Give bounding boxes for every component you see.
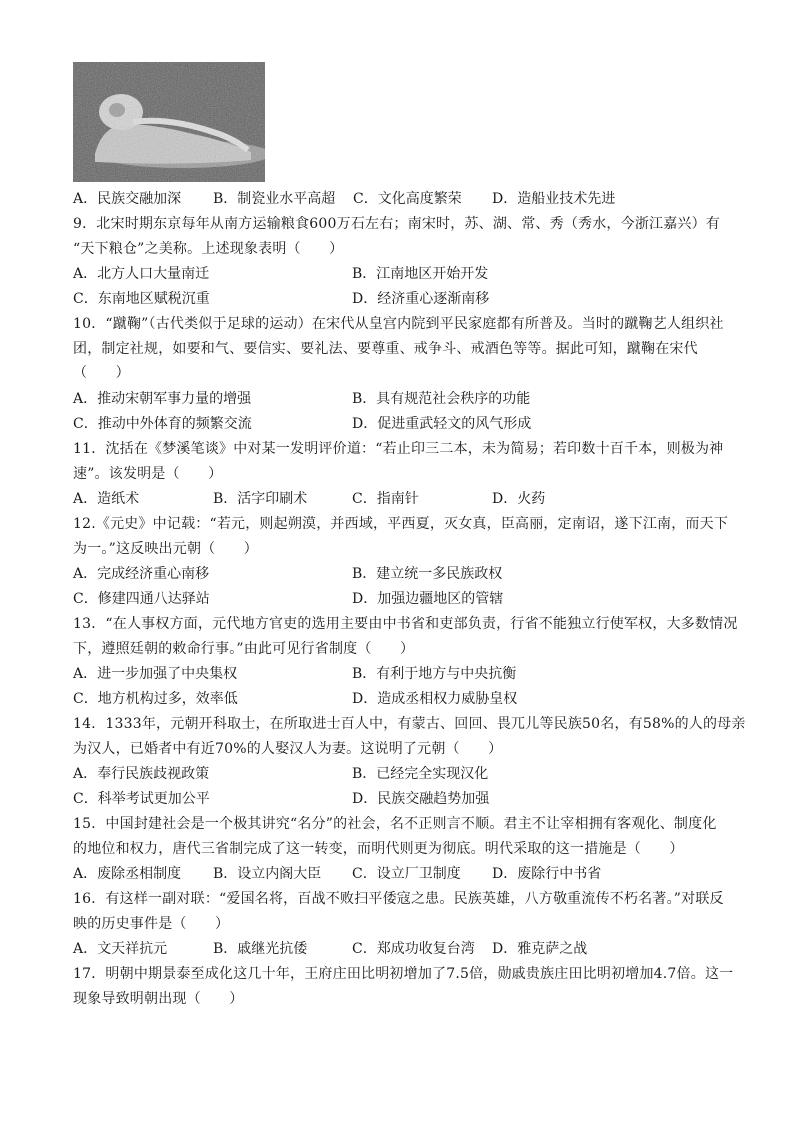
q9-stem-line-2: “天下粮仓”之美称。上述现象表明（ ） bbox=[73, 241, 344, 257]
q16-option-d: D．雅克萨之战 bbox=[492, 941, 588, 957]
q8-option-d: D．造船业技术先进 bbox=[492, 191, 616, 207]
q14-stem-line-2: 为汉人，已婚者中有近70%的人娶汉人为妻。这说明了元朝（ ） bbox=[73, 741, 503, 757]
q9-stem-line-1: 9．北宋时期东京每年从南方运输粮食600万石左右；南宋时，苏、湖、常、秀（秀水，今浙江嘉兴）有 bbox=[73, 216, 721, 232]
q15-option-d: D．废除行中书省 bbox=[492, 866, 602, 882]
q8-option-c: C．文化高度繁荣 bbox=[353, 191, 462, 207]
q10-option-d: D．促进重武轻文的风气形成 bbox=[352, 416, 532, 432]
q16-option-c: C．郑成功收复台湾 bbox=[352, 941, 475, 957]
q9-option-c: C．东南地区赋税沉重 bbox=[73, 291, 210, 307]
q12-stem-line-2: 为一。”这反映出元朝（ ） bbox=[73, 541, 258, 557]
q14-option-a: A．奉行民族歧视政策 bbox=[73, 766, 210, 782]
q13-option-c: C．地方机构过多，效率低 bbox=[73, 691, 238, 707]
q11-option-a: A．造纸术 bbox=[73, 491, 140, 507]
q10-stem-line-1: 10．“蹴鞠”（古代类似于足球的运动）在宋代从皇宫内院到平民家庭都有所普及。当时的蹴鞠艺人组织社 bbox=[73, 316, 724, 332]
q8-option-a: A．民族交融加深 bbox=[73, 191, 182, 207]
q15-option-b: B．设立内阁大臣 bbox=[213, 866, 322, 882]
q16-option-a: A．文天祥抗元 bbox=[73, 941, 168, 957]
q11-option-b: B．活字印刷术 bbox=[213, 491, 308, 507]
q13-stem-line-2: 下，遵照廷朝的敕命行事。”由此可见行省制度（ ） bbox=[73, 641, 415, 657]
q14-option-c: C．科举考试更加公平 bbox=[73, 791, 210, 807]
q10-stem-line-2: 团，制定社规，如要和气、要信实、要礼法、要尊重、戒争斗、戒酒色等等。据此可知，蹴鞠在宋代 bbox=[73, 341, 698, 357]
q9-option-b: B．江南地区开始开发 bbox=[352, 266, 489, 282]
q14-option-b: B．已经完全实现汉化 bbox=[352, 766, 489, 782]
q16-option-b: B．戚继光抗倭 bbox=[213, 941, 308, 957]
q11-option-c: C．指南针 bbox=[352, 491, 419, 507]
q12-option-c: C．修建四通八达驿站 bbox=[73, 591, 210, 607]
q12-option-b: B．建立统一多民族政权 bbox=[352, 566, 503, 582]
q10-option-c: C．推动中外体育的频繁交流 bbox=[73, 416, 252, 432]
porcelain-pillow-image bbox=[73, 62, 265, 182]
q13-stem-line-1: 13．“在人事权方面，元代地方官吏的选用主要由中书省和吏部负责，行省不能独立行使军权，大多数情况 bbox=[73, 616, 738, 632]
q10-option-b: B．具有规范社会秩序的功能 bbox=[352, 391, 531, 407]
q15-stem-line-2: 的地位和权力，唐代三省制完成了这一转变，而明代则更为彻底。明代采取的这一措施是（ ） bbox=[73, 841, 684, 857]
q15-stem-line-1: 15．中国封建社会是一个极其讲究“名分”的社会，名不正则言不顺。君主不让宰相拥有客观化、制度化 bbox=[73, 816, 717, 832]
q10-stem-line-3: （ ） bbox=[73, 365, 130, 381]
q13-option-b: B．有利于地方与中央抗衡 bbox=[352, 666, 517, 682]
q16-stem-line-1: 16．有这样一副对联：“爱国名将，百战不败扫平倭寇之患。民族英雄，八方敬重流传不朽名著。”对联反 bbox=[73, 891, 724, 907]
q10-option-a: A．推动宋朝军事力量的增强 bbox=[73, 391, 252, 407]
q17-stem-line-2: 现象导致明朝出现（ ） bbox=[73, 991, 244, 1007]
q12-option-d: D．加强边疆地区的管辖 bbox=[352, 591, 504, 607]
q14-stem-line-1: 14．1333年，元朝开科取士，在所取进士百人中，有蒙古、回回、畏兀儿等民族50名，有58%的人的母亲 bbox=[73, 716, 746, 732]
q8-option-b: B．制瓷业水平高超 bbox=[213, 191, 336, 207]
q15-option-c: C．设立厂卫制度 bbox=[352, 866, 461, 882]
q11-stem-line-1: 11．沈括在《梦溪笔谈》中对某一发明评价道：“若止印三二本，未为简易；若印数十百千本，则极为神 bbox=[73, 441, 724, 457]
q12-option-a: A．完成经济重心南移 bbox=[73, 566, 210, 582]
q15-option-a: A．废除丞相制度 bbox=[73, 866, 182, 882]
q17-stem-line-1: 17．明朝中期景泰至成化这几十年，王府庄田比明初增加了7.5倍，勋戚贵族庄田比明初增加4.7倍。这一 bbox=[73, 966, 734, 982]
q11-stem-line-2: 速”。该发明是（ ） bbox=[73, 466, 223, 482]
q16-stem-line-2: 映的历史事件是（ ） bbox=[73, 916, 230, 932]
q9-option-a: A．北方人口大量南迁 bbox=[73, 266, 210, 282]
q13-option-a: A．进一步加强了中央集权 bbox=[73, 666, 238, 682]
q13-option-d: D．造成丞相权力威胁皇权 bbox=[352, 691, 518, 707]
q9-option-d: D．经济重心逐渐南移 bbox=[352, 291, 490, 307]
q11-option-d: D．火药 bbox=[492, 491, 546, 507]
q12-stem-line-1: 12.《元史》中记载：“若元，则起朔漠，并西域，平西夏，灭女真，臣高丽，定南诏，遂下江南，而天下 bbox=[73, 516, 729, 532]
q14-option-d: D．民族交融趋势加强 bbox=[352, 791, 490, 807]
